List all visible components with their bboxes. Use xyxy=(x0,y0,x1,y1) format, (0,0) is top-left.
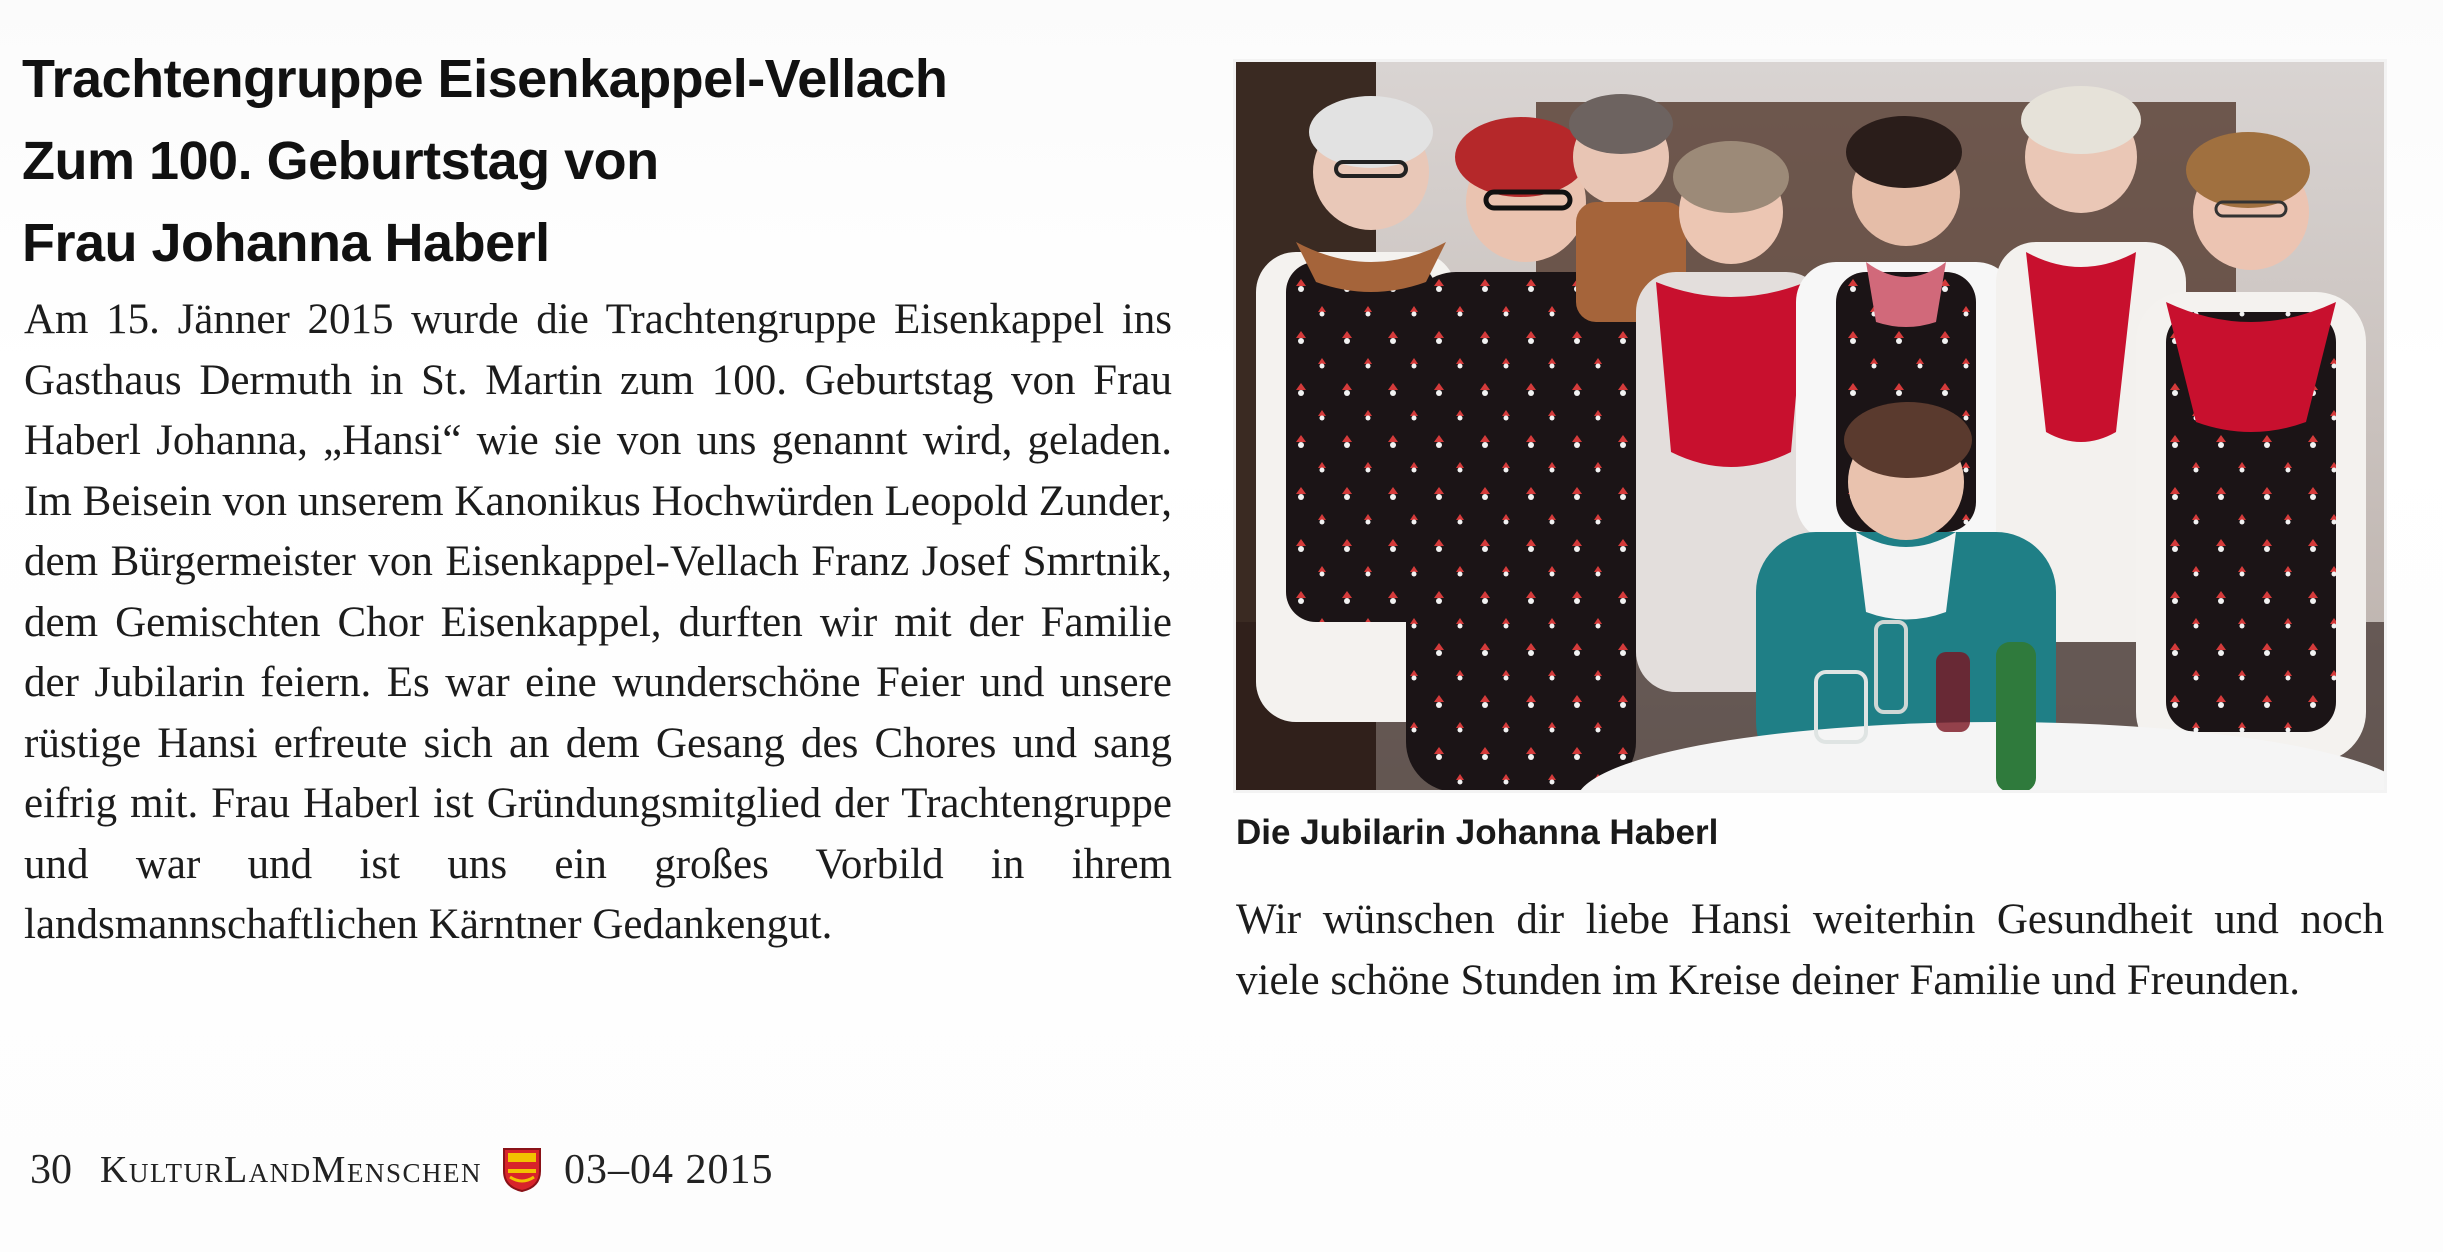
headline-line-2: Zum 100. Geburtstag von xyxy=(22,131,659,191)
group-photo xyxy=(1236,62,2384,790)
magazine-name: KulturLandMenschen xyxy=(100,1149,482,1191)
group-photo-illustration xyxy=(1236,62,2384,790)
headline-line-1: Trachtengruppe Eisenkappel-Vellach xyxy=(22,49,948,109)
article-body: Am 15. Jänner 2015 wurde die Trachtengruppe Eisenkappel ins Gasthaus Dermuth in St. Martin zum 100. Geburtstag von Frau Haberl Johanna, „Hansi“ wie sie von uns genannt wird, geladen. Im Beisein von unserem Kanonikus Hochwürden Leopold Zunder, dem Bürgermeister von Eisenkappel-Vellach Franz Josef Smrtnik, dem Gemischten Chor Eisenkappel, durften wir mit der Familie der Jubilarin feiern. Es war eine wunderschöne Feier und unsere rüstige Hansi erfreute sich an dem Gesang des Chores und sang eifrig mit. Frau Haberl ist Gründungsmitglied der Trachtengruppe und war und ist uns ein großes Vorbild in ihrem landsmannschaftlichen Kärntner Gedankengut. xyxy=(24,296,1172,948)
page-number: 30 xyxy=(30,1147,72,1193)
photo-caption: Die Jubilarin Johanna Haberl xyxy=(1236,813,1719,852)
headline-line-3: Frau Johanna Haberl xyxy=(22,213,550,273)
magazine-shield-logo-icon xyxy=(502,1147,542,1193)
issue-date: 03–04 2015 xyxy=(563,1147,774,1193)
article-headline xyxy=(22,38,1172,284)
wish-paragraph: Wir wünschen dir liebe Hansi weiterhin Gesundheit und noch viele schöne Stunden im Kreise deiner Familie und Freunden. xyxy=(1236,896,2384,1004)
page-footer xyxy=(30,1140,773,1200)
